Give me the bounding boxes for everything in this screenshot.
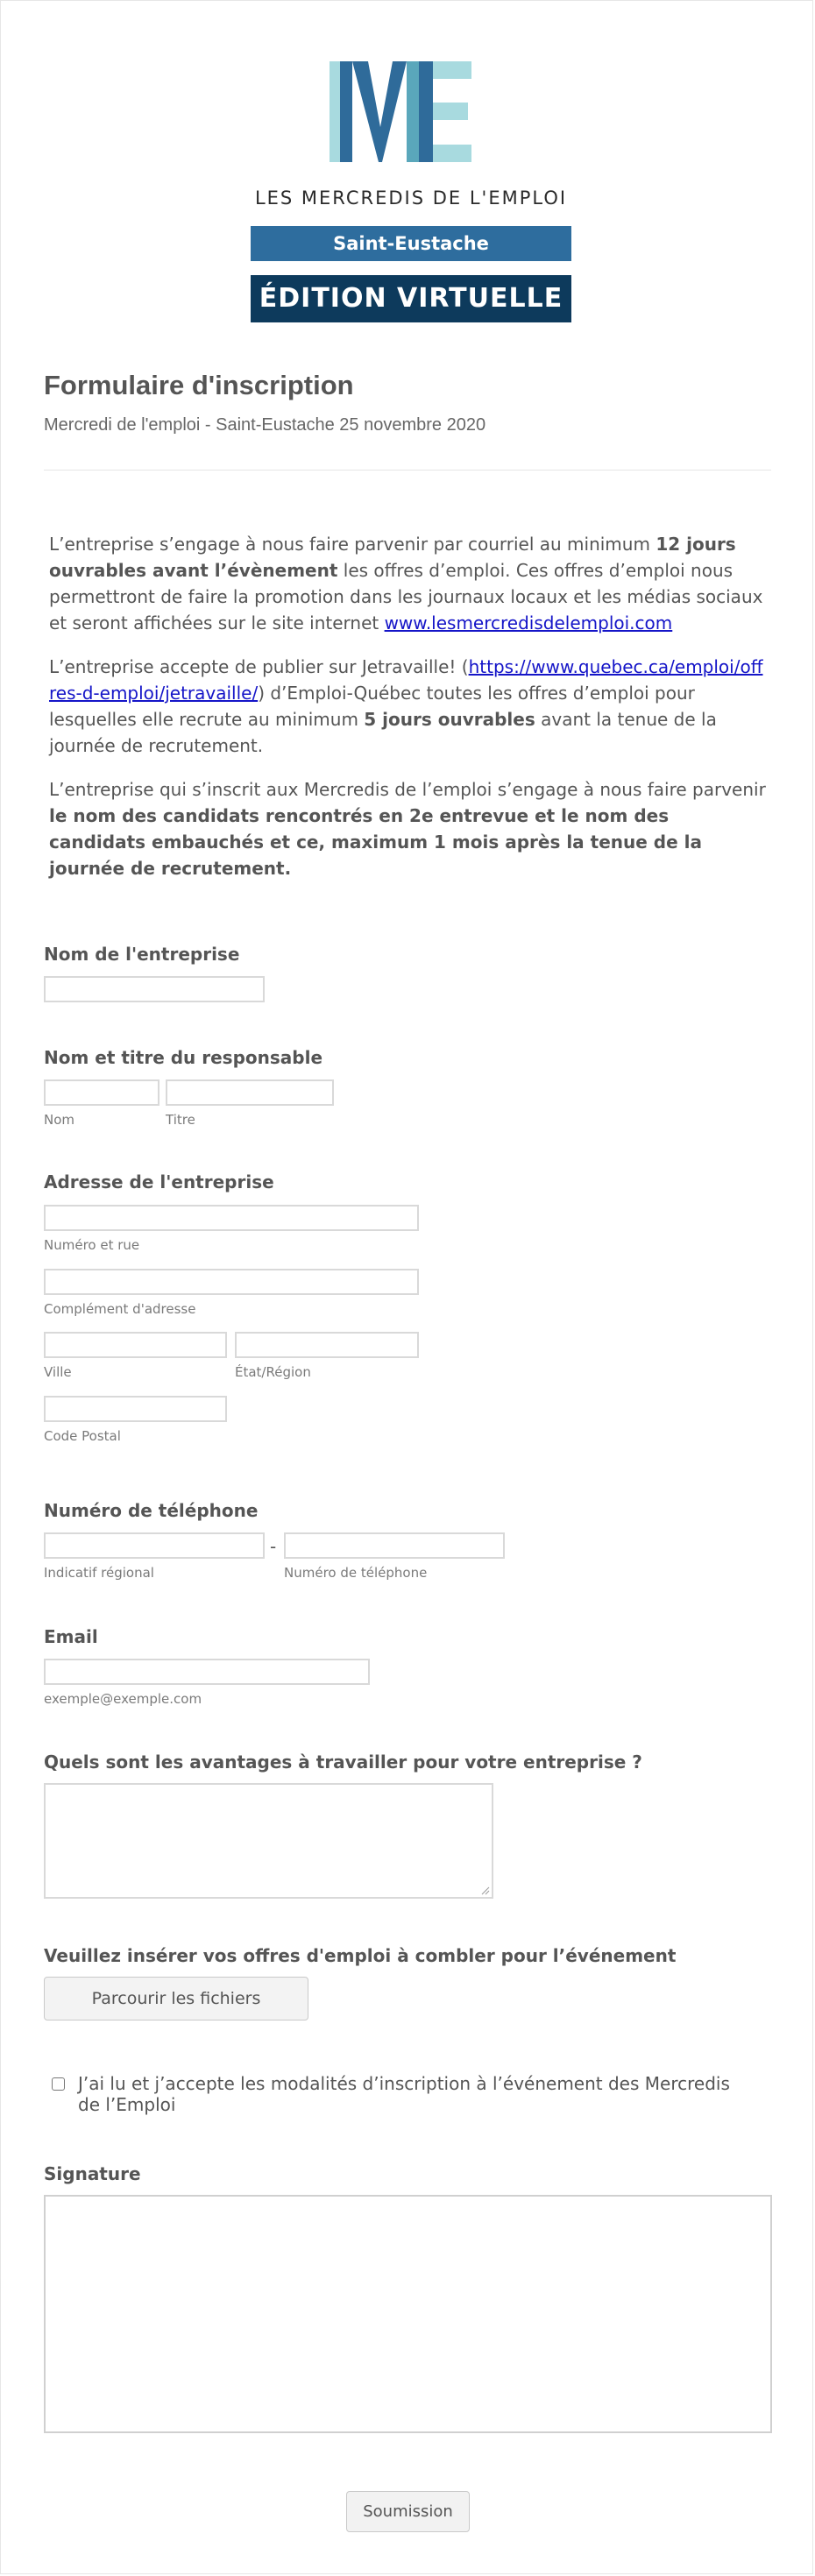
address-label: Adresse de l'entreprise — [44, 1171, 274, 1192]
advantages-textarea[interactable] — [44, 1783, 493, 1899]
logo-location-banner — [251, 226, 571, 261]
city-input[interactable] — [44, 1332, 227, 1358]
street-input[interactable] — [44, 1205, 419, 1231]
website-link[interactable]: www.lesmercredisdelemploi.com — [384, 612, 673, 633]
submit-button-label: Soumission — [363, 2502, 453, 2521]
address-complement-input[interactable] — [44, 1269, 419, 1295]
browse-files-button[interactable] — [44, 1977, 308, 2020]
phone-number-input[interactable] — [284, 1532, 505, 1559]
phone-number-sublabel: Numéro de téléphone — [284, 1565, 428, 1581]
email-sublabel: exemple@exemple.com — [44, 1691, 202, 1707]
browse-files-button-label: Parcourir les fichiers — [91, 1989, 261, 2008]
city-sublabel: Ville — [44, 1364, 72, 1380]
responsible-label: Nom et titre du responsable — [44, 1047, 323, 1068]
logo-brand-text: LES MERCREDIS DE L'EMPLOI — [254, 188, 568, 209]
street-sublabel: Numéro et rue — [44, 1237, 140, 1253]
state-sublabel: État/Région — [235, 1364, 311, 1380]
company-name-input[interactable] — [44, 976, 265, 1002]
p1-bold: 12 jours ouvrables avant l’évènement — [49, 534, 736, 581]
page-subtitle: Mercredi de l'emploi - Saint-Eustache 25 novembre 2020 — [44, 415, 486, 435]
postal-code-sublabel: Code Postal — [44, 1428, 121, 1444]
jetravaille-link[interactable]: https://www.quebec.ca/emploi/offres-d-emploi/jetravaille/ — [49, 656, 763, 704]
intro-paragraph-2 — [49, 654, 766, 759]
p2-text: L’entreprise accepte de publier sur Jetravaille! ( — [49, 656, 469, 677]
p1-text: L’entreprise s’engage à nous faire parvenir par courriel au minimum — [49, 534, 656, 555]
email-input[interactable] — [44, 1659, 370, 1685]
signature-label: Signature — [44, 2163, 141, 2184]
consent-label[interactable]: J’ai lu et j’accepte les modalités d’inscription à l’événement des Mercredis de l’Emploi — [78, 2073, 730, 2115]
page-title: Formulaire d'inscription — [44, 370, 354, 400]
p2-text-2: ) d’Emploi-Québec toutes les offres d’emploi pour lesquelles elle recrute au minimum — [49, 683, 695, 730]
p3-text: L’entreprise qui s’inscrit aux Mercredis de l’emploi s’engage à nous faire parvenir — [49, 779, 766, 800]
postal-code-input[interactable] — [44, 1396, 227, 1422]
logo — [330, 61, 496, 162]
phone-label: Numéro de téléphone — [44, 1500, 259, 1521]
resize-handle-icon[interactable] — [481, 1886, 490, 1895]
submit-button[interactable] — [346, 2491, 470, 2532]
p3-bold: le nom des candidats rencontrés en 2e entrevue et le nom des candidats embauchés et ce, maximum 1 mois après la tenue de la journée de recrutement. — [49, 805, 702, 879]
logo-me-mark — [330, 61, 496, 162]
upload-label: Veuillez insérer vos offres d'emploi à combler pour l’événement — [44, 1945, 677, 1966]
email-label: Email — [44, 1626, 98, 1647]
logo-location-text: Saint-Eustache — [333, 233, 489, 254]
responsible-name-sublabel: Nom — [44, 1112, 75, 1128]
address-complement-sublabel: Complément d'adresse — [44, 1301, 196, 1317]
responsible-name-input[interactable] — [44, 1079, 159, 1106]
phone-area-sublabel: Indicatif régional — [44, 1565, 154, 1581]
title-divider — [44, 470, 771, 471]
p2-text-3: avant la tenue de la journée de recrutement. — [49, 709, 717, 756]
intro-paragraph-3 — [49, 776, 766, 881]
phone-area-input[interactable] — [44, 1532, 265, 1559]
logo-edition-banner — [251, 275, 571, 322]
advantages-label: Quels sont les avantages à travailler pour votre entreprise ? — [44, 1752, 642, 1773]
signature-pad[interactable] — [44, 2195, 772, 2433]
responsible-title-sublabel: Titre — [166, 1112, 195, 1128]
phone-separator: - — [270, 1536, 277, 1557]
company-name-label: Nom de l'entreprise — [44, 944, 240, 965]
p1-text-2: les offres d’emploi. Ces offres d’emploi nous permettront de faire la promotion dans les journaux locaux et les médias sociaux et seront affichées sur le site internet — [49, 560, 763, 633]
logo-edition-text: ÉDITION VIRTUELLE — [259, 283, 563, 314]
consent-checkbox[interactable] — [52, 2077, 65, 2091]
state-input[interactable] — [235, 1332, 419, 1358]
p2-bold: 5 jours ouvrables — [364, 709, 535, 730]
responsible-title-input[interactable] — [166, 1079, 334, 1106]
intro-paragraph-1 — [49, 531, 766, 636]
